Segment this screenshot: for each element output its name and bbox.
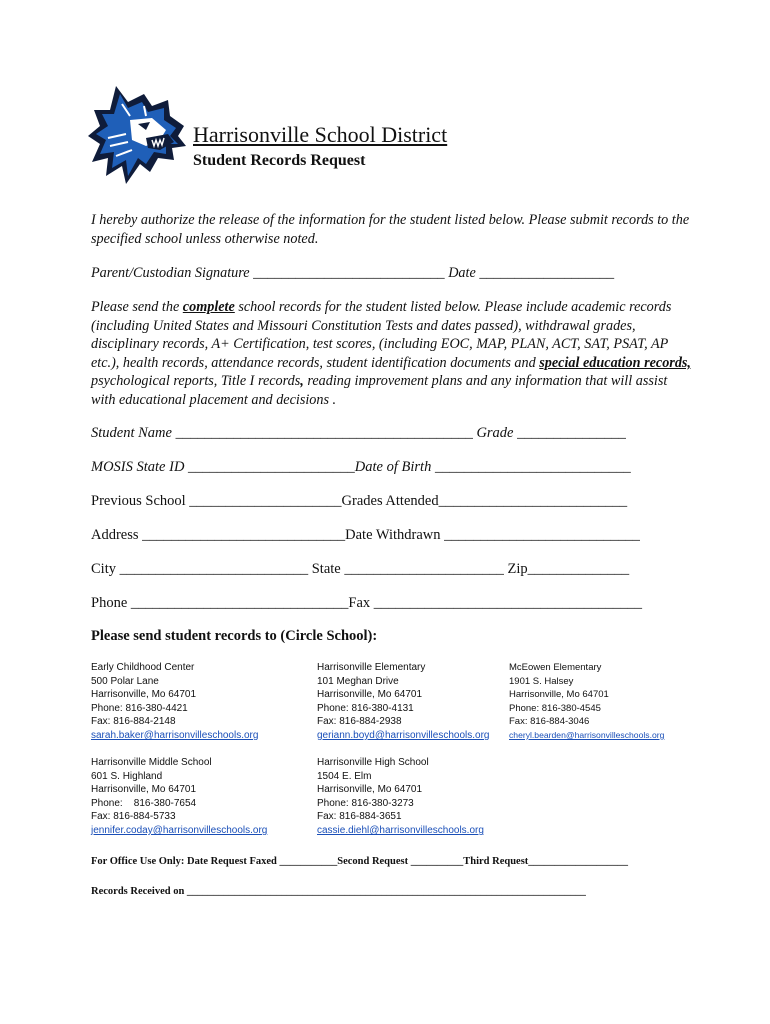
office-use-line[interactable]: For Office Use Only: Date Request Faxed ___________Second Request __________Third Request___________________: [91, 856, 629, 867]
school-street: 1504 E. Elm: [317, 770, 372, 782]
form-title: Student Records Request: [193, 152, 366, 169]
date-label: Date: [448, 265, 476, 281]
school-high-school[interactable]: [317, 756, 484, 838]
school-street: 101 Meghan Drive: [317, 675, 399, 687]
address-field[interactable]: Address ____________________________Date Withdrawn ___________________________: [91, 527, 640, 543]
school-street: 1901 S. Halsey: [509, 675, 574, 687]
signature-label: Parent/Custodian Signature: [91, 265, 250, 281]
school-harrisonville-elementary[interactable]: [317, 661, 489, 743]
school-fax: Fax: 816-884-2938: [317, 716, 402, 728]
wildcat-logo-icon: [86, 80, 188, 188]
school-name: McEowen Elementary: [509, 662, 602, 673]
request-part2: school records for the student listed below. Please include academic records (including United States and Missouri Constitution Tests and dates passed), withdrawal grades, disciplinary records, A+ Certification, test scores, (including EOC, MAP, PLAN, ACT, SAT, PSAT, AP etc.), health records, attendance records, student identification documents and: [91, 299, 672, 371]
school-name: Harrisonville Elementary: [317, 662, 426, 673]
mosis-field[interactable]: MOSIS State ID _______________________Date of Birth ___________________________: [91, 459, 631, 475]
school-phone: Phone: 816-380-7654: [91, 797, 197, 809]
school-city: Harrisonville, Mo 64701: [91, 689, 197, 701]
school-phone: Phone: 816-380-4545: [509, 702, 601, 714]
request-part4: reading improvement plans and any information that will assist with educational placement and decisions .: [91, 373, 668, 408]
request-part3: psychological reports, Title I records: [91, 373, 301, 389]
school-email-link[interactable]: cheryl.bearden@harrisonvilleschools.org: [509, 729, 665, 740]
request-part1: Please send the: [91, 299, 183, 315]
date-field[interactable]: ___________________: [479, 265, 615, 281]
school-name: Early Childhood Center: [91, 662, 195, 673]
authorization-text: I hereby authorize the release of the information for the student listed below. Please submit records to the specified school unless otherwise noted.: [91, 212, 690, 247]
school-email-link[interactable]: sarah.baker@harrisonvilleschools.org: [91, 729, 259, 741]
request-comma: ,: [300, 373, 304, 389]
school-middle-school[interactable]: [91, 756, 267, 838]
school-fax: Fax: 816-884-3651: [317, 811, 402, 823]
school-phone: Phone: 816-380-3273: [317, 797, 414, 809]
signature-line: [91, 264, 691, 283]
city-field[interactable]: City __________________________ State ______________________ Zip______________: [91, 561, 630, 577]
signature-field[interactable]: ___________________________: [253, 265, 445, 281]
school-street: 500 Polar Lane: [91, 675, 159, 687]
school-email-link[interactable]: geriann.boyd@harrisonvilleschools.org: [317, 729, 490, 741]
previous-school-field[interactable]: Previous School _____________________Grades Attended__________________________: [91, 493, 628, 509]
school-phone: Phone: 816-380-4421: [91, 702, 188, 714]
request-complete: complete: [182, 299, 235, 315]
school-fax: Fax: 816-884-3046: [509, 716, 590, 728]
student-name-field[interactable]: Student Name _________________________________________ Grade _______________: [91, 425, 626, 441]
school-early-childhood[interactable]: [91, 661, 258, 743]
school-email-link[interactable]: cassie.diehl@harrisonvilleschools.org: [317, 824, 484, 836]
school-fax: Fax: 816-884-2148: [91, 716, 176, 728]
school-email-link[interactable]: jennifer.coday@harrisonvilleschools.org: [91, 824, 268, 836]
district-title: Harrisonville School District: [193, 122, 448, 147]
school-city: Harrisonville, Mo 64701: [509, 689, 609, 701]
school-street: 601 S. Highland: [91, 770, 163, 782]
records-received-line[interactable]: Records Received on ____________________________________________________________________________: [91, 886, 586, 897]
school-mceowen-elementary[interactable]: [509, 661, 664, 743]
school-city: Harrisonville, Mo 64701: [91, 784, 197, 796]
wildcat-logo: [86, 80, 188, 188]
school-name: Harrisonville High School: [317, 757, 429, 768]
send-to-heading: Please send student records to (Circle School):: [91, 628, 378, 644]
school-fax: Fax: 816-884-5733: [91, 811, 176, 823]
phone-field[interactable]: Phone ______________________________Fax _____________________________________: [91, 595, 642, 611]
request-paragraph: [91, 298, 691, 409]
school-phone: Phone: 816-380-4131: [317, 702, 414, 714]
school-city: Harrisonville, Mo 64701: [317, 784, 423, 796]
school-city: Harrisonville, Mo 64701: [317, 689, 423, 701]
request-special-ed: special education records,: [539, 354, 691, 371]
school-name: Harrisonville Middle School: [91, 757, 212, 768]
